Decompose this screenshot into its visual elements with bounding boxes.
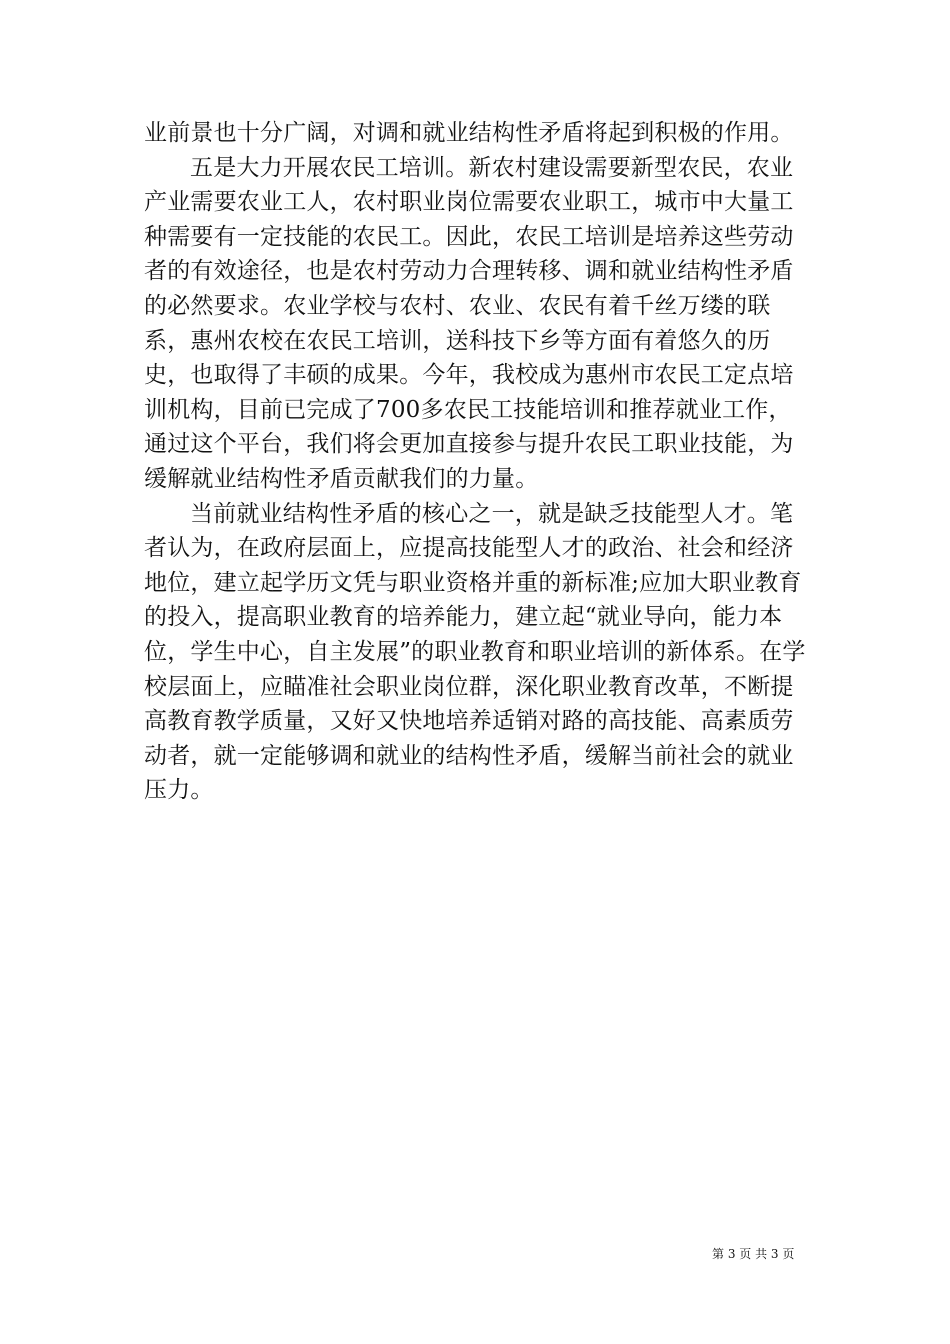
page-number-footer: 第 3 页 共 3 页 — [712, 1247, 795, 1261]
paragraph-conclusion: 当前就业结构性矛盾的核心之一，就是缺乏技能型人才。笔者认为，在政府层面上，应提高技能型人才的政治、社会和经济地位，建立起学历文凭与职业资格并重的新标准;应加大职业教育的投入，提高职业教育的培养能力，建立起“就业导向，能力本位，学生中心，自主发展”的职业教育和职业培训的新体系。在学校层面上，应瞄准社会职业岗位群，深化职业教育改革，不断提高教育教学质量，又好又快地培养适销对路的高技能、高素质劳动者，就一定能够调和就业的结构性矛盾，缓解当前社会的就业压力。 — [144, 500, 806, 804]
document-body — [144, 116, 812, 808]
paragraph-migrant-worker-training: 五是大力开展农民工培训。新农村建设需要新型农民，农业产业需要农业工人，农村职业岗位需要农业职工，城市中大量工种需要有一定技能的农民工。因此，农民工培训是培养这些劳动者的有效途径，也是农村劳动力合理转移、调和就业结构性矛盾的必然要求。农业学校与农村、农业、农民有着千丝万缕的联系，惠州农校在农民工培训，送科技下乡等方面有着悠久的历史，也取得了丰硕的成果。今年，我校成为惠州市农民工定点培训机构，目前已完成了700多农民工技能培训和推荐就业工作，通过这个平台，我们将会更加直接参与提升农民工职业技能，为缓解就业结构性矛盾贡献我们的力量。 — [144, 154, 794, 492]
paragraph-continuation: 业前景也十分广阔，对调和就业结构性矛盾将起到积极的作用。 — [144, 120, 794, 146]
